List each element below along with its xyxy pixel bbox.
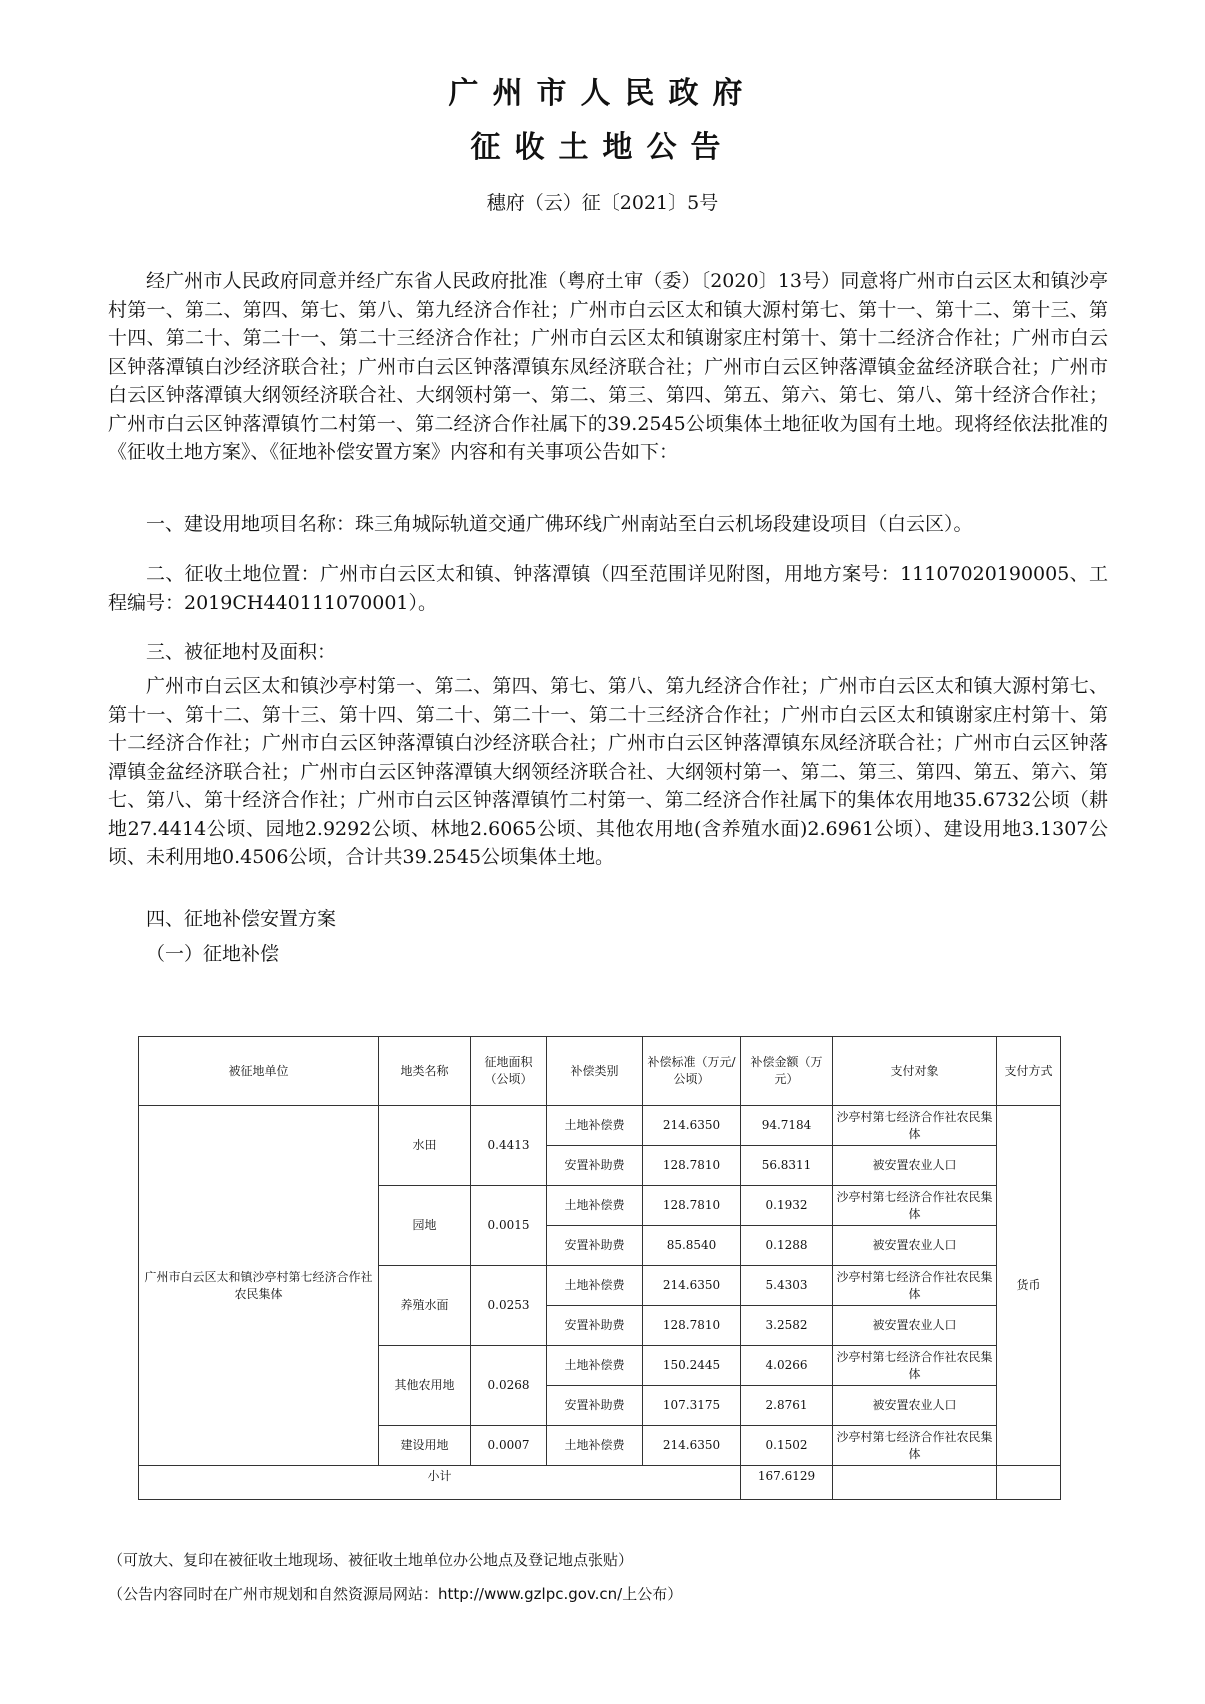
area-cell: 0.0268: [471, 1346, 547, 1426]
standard-cell: 128.7810: [643, 1306, 741, 1346]
item-1: [108, 510, 1108, 539]
comp-type-cell: 土地补偿费: [547, 1266, 643, 1306]
subtotal-empty: [997, 1466, 1061, 1500]
item-4-subheading-text: （一）征地补偿: [146, 943, 280, 965]
payee-cell: 沙亭村第七经济合作社农民集体: [833, 1426, 997, 1466]
area-cell: 0.0015: [471, 1186, 547, 1266]
payee-cell: 被安置农业人口: [833, 1386, 997, 1426]
item-1-text: 一、建设用地项目名称：珠三角城际轨道交通广佛环线广州南站至白云机场段建设项目（白云区）。: [146, 513, 973, 535]
subtotal-amount: 167.6129: [741, 1466, 833, 1500]
header-comp-type: 补偿类别: [547, 1037, 643, 1106]
subtotal-label: 小计: [139, 1466, 741, 1500]
area-cell: 0.4413: [471, 1106, 547, 1186]
land-type-cell: 水田: [379, 1106, 471, 1186]
standard-cell: 214.6350: [643, 1266, 741, 1306]
standard-cell: 150.2445: [643, 1346, 741, 1386]
item-2-text: 二、征收土地位置：广州市白云区太和镇、钟落潭镇（四至范围详见附图，用地方案号：11107020190005、工程编号：2019CH440111070001）。: [108, 563, 1108, 614]
amount-cell: 56.8311: [741, 1146, 833, 1186]
comp-type-cell: 土地补偿费: [547, 1426, 643, 1466]
land-type-cell: 园地: [379, 1186, 471, 1266]
amount-cell: 2.8761: [741, 1386, 833, 1426]
comp-type-cell: 安置补助费: [547, 1226, 643, 1266]
table-row: [139, 1106, 1061, 1146]
land-type-cell: 养殖水面: [379, 1266, 471, 1346]
area-cell: 0.0253: [471, 1266, 547, 1346]
intro-text: 经广州市人民政府同意并经广东省人民政府批准（粤府土审（委）〔2020〕13号）同意将广州市白云区太和镇沙亭村第一、第二、第四、第七、第八、第九经济合作社；广州市白云区太和镇大源村第七、第十一、第十二、第十三、第十四、第二十、第二十一、第二十三经济合作社；广州市白云区太和镇谢家庄村第十、第十二经济合作社；广州市白云区钟落潭镇白沙经济联合社；广州市白云区钟落潭镇东凤经济联合社；广州市白云区钟落潭镇金盆经济联合社；广州市白云区钟落潭镇大纲领经济联合社、大纲领村第一、第二、第三、第四、第五、第六、第七、第八、第十经济合作社；广州市白云区钟落潭镇竹二村第一、第二经济合作社属下的39.2545公顷集体土地征收为国有土地。现将经依法批准的《征收土地方案》、《征地补偿安置方案》内容和有关事项公告如下：: [108, 270, 1108, 463]
comp-type-cell: 土地补偿费: [547, 1346, 643, 1386]
amount-cell: 5.4303: [741, 1266, 833, 1306]
comp-type-cell: 安置补助费: [547, 1306, 643, 1346]
amount-cell: 0.1502: [741, 1426, 833, 1466]
payee-cell: 被安置农业人口: [833, 1146, 997, 1186]
subtotal-row: [139, 1466, 1061, 1500]
item-4-subheading: [108, 940, 1108, 969]
comp-type-cell: 土地补偿费: [547, 1186, 643, 1226]
standard-cell: 128.7810: [643, 1146, 741, 1186]
method-cell: 货币: [997, 1106, 1061, 1466]
payee-cell: 沙亭村第七经济合作社农民集体: [833, 1266, 997, 1306]
footer-note-1: （可放大、复印在被征收土地现场、被征收土地单位办公地点及登记地点张贴）: [108, 1551, 634, 1569]
header-land-type: 地类名称: [379, 1037, 471, 1106]
amount-cell: 4.0266: [741, 1346, 833, 1386]
header-payee: 支付对象: [833, 1037, 997, 1106]
payee-cell: 被安置农业人口: [833, 1306, 997, 1346]
standard-cell: 214.6350: [643, 1106, 741, 1146]
header-unit: 被征地单位: [139, 1037, 379, 1106]
amount-cell: 94.7184: [741, 1106, 833, 1146]
area-cell: 0.0007: [471, 1426, 547, 1466]
footer-note-2: （公告内容同时在广州市规划和自然资源局网站：http://www.gzlpc.gov.cn/上公布）: [108, 1585, 683, 1603]
standard-cell: 107.3175: [643, 1386, 741, 1426]
title-line-1: 广州市人民政府: [448, 76, 757, 111]
amount-cell: 0.1288: [741, 1226, 833, 1266]
comp-type-cell: 土地补偿费: [547, 1106, 643, 1146]
item-4-heading: [108, 905, 1108, 934]
amount-cell: 0.1932: [741, 1186, 833, 1226]
item-3-body: [108, 672, 1108, 872]
header-amount: 补偿金额（万元）: [741, 1037, 833, 1106]
amount-cell: 3.2582: [741, 1306, 833, 1346]
compensation-table: [138, 1036, 1061, 1500]
item-3-heading: [108, 638, 1108, 667]
document-number: 穗府（云）征〔2021〕5号: [486, 192, 719, 214]
payee-cell: 被安置农业人口: [833, 1226, 997, 1266]
land-type-cell: 其他农用地: [379, 1346, 471, 1426]
standard-cell: 214.6350: [643, 1426, 741, 1466]
header-area: 征地面积（公顷）: [471, 1037, 547, 1106]
item-4-heading-text: 四、征地补偿安置方案: [146, 908, 337, 930]
payee-cell: 沙亭村第七经济合作社农民集体: [833, 1186, 997, 1226]
intro-paragraph: [108, 267, 1108, 467]
standard-cell: 85.8540: [643, 1226, 741, 1266]
payee-cell: 沙亭村第七经济合作社农民集体: [833, 1106, 997, 1146]
item-3-body-text: 广州市白云区太和镇沙亭村第一、第二、第四、第七、第八、第九经济合作社；广州市白云区太和镇大源村第七、第十一、第十二、第十三、第十四、第二十、第二十一、第二十三经济合作社；广州市白云区太和镇谢家庄村第十、第十二经济合作社；广州市白云区钟落潭镇白沙经济联合社；广州市白云区钟落潭镇东凤经济联合社；广州市白云区钟落潭镇金盆经济联合社；广州市白云区钟落潭镇大纲领经济联合社、大纲领村第一、第二、第三、第四、第五、第六、第七、第八、第十经济合作社；广州市白云区钟落潭镇竹二村第一、第二经济合作社属下的集体农用地35.6732公顷（耕地27.4414公顷、园地2.9292公顷、林地2.6065公顷、其他农用地(含养殖水面)2.6961公顷）、建设用地3.1307公顷、未利用地0.4506公顷，合计共39.2545公顷集体土地。: [108, 675, 1108, 868]
header-standard: 补偿标准（万元/公顷）: [643, 1037, 741, 1106]
header-method: 支付方式: [997, 1037, 1061, 1106]
item-3-heading-text: 三、被征地村及面积：: [146, 641, 337, 663]
unit-cell: 广州市白云区太和镇沙亭村第七经济合作社农民集体: [139, 1106, 379, 1466]
comp-type-cell: 安置补助费: [547, 1386, 643, 1426]
subtotal-empty: [833, 1466, 997, 1500]
comp-type-cell: 安置补助费: [547, 1146, 643, 1186]
title-line-2: 征收土地公告: [470, 130, 735, 165]
payee-cell: 沙亭村第七经济合作社农民集体: [833, 1346, 997, 1386]
standard-cell: 128.7810: [643, 1186, 741, 1226]
table-header-row: [139, 1037, 1061, 1106]
item-2: [108, 560, 1108, 617]
land-type-cell: 建设用地: [379, 1426, 471, 1466]
